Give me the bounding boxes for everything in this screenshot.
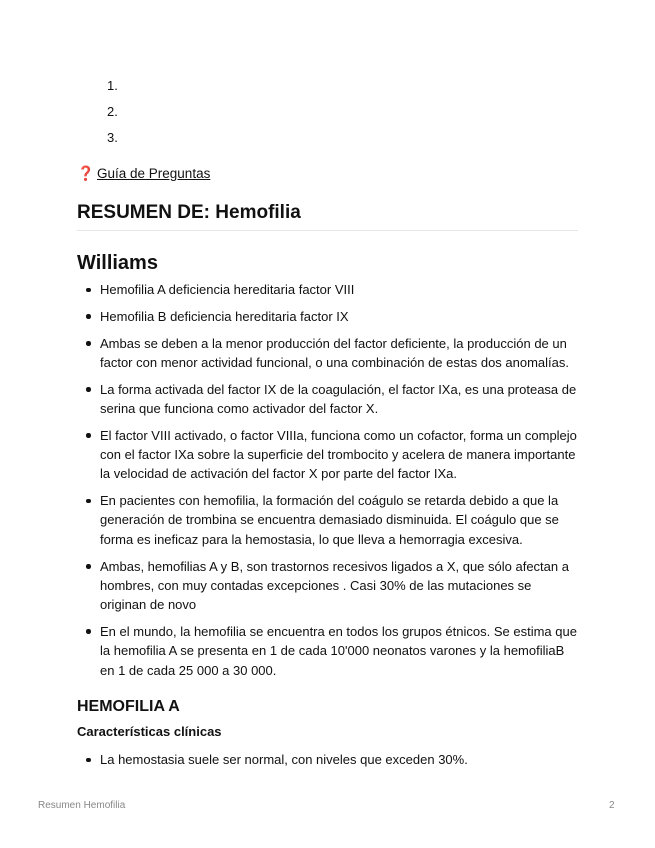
empty-ordered-list: [107, 78, 118, 156]
list-item: En el mundo, la hemofilia se encuentra en todos los grupos étnicos. Se estima que la hemofilia A se presenta en 1 de cada 10'000 neonatos varones y la hemofiliaB en 1 de cada 25 000 a 30 000.: [77, 622, 578, 680]
hemofilia-a-bullet-list: [77, 750, 578, 777]
guide-link-label[interactable]: Guía de Preguntas: [97, 166, 211, 181]
list-item: El factor VIII activado, o factor VIIIa, funciona como un cofactor, forma un complejo con el factor IXa sobre la superficie del trombocito y acelera de manera importante la velocidad de activación del factor X por parte del factor IXa.: [77, 426, 578, 484]
section-heading-williams: Williams: [77, 252, 158, 274]
list-item: La hemostasia suele ser normal, con niveles que exceden 30%.: [77, 750, 578, 769]
list-item: La forma activada del factor IX de la coagulación, el factor IXa, es una proteasa de serina que funciona como activador del factor X.: [77, 380, 578, 419]
list-number: 2.: [107, 104, 118, 119]
section-heading-hemofilia-a: HEMOFILIA A: [77, 698, 180, 715]
guide-link[interactable]: [77, 164, 210, 183]
subheading-caracteristicas: Características clínicas: [77, 724, 222, 739]
page-title: RESUMEN DE: Hemofilia: [77, 201, 578, 231]
list-number: 1.: [107, 78, 118, 93]
list-item: Hemofilia B deficiencia hereditaria factor IX: [77, 307, 578, 326]
williams-bullet-list: [77, 280, 578, 687]
page-number: 2: [609, 800, 615, 811]
list-number: 3.: [107, 130, 118, 145]
list-item: Hemofilia A deficiencia hereditaria factor VIII: [77, 280, 578, 299]
question-icon: ❓: [77, 165, 95, 181]
list-item: Ambas se deben a la menor producción del factor deficiente, la producción de un factor con menor actividad funcional, o una combinación de estas dos anomalías.: [77, 334, 578, 373]
list-item: En pacientes con hemofilia, la formación del coágulo se retarda debido a que la generación de trombina se encuentra demasiado disminuida. El coágulo que se forma es ineficaz para la hemostasia, lo que lleva a hemorragia excesiva.: [77, 491, 578, 549]
list-item: Ambas, hemofilias A y B, son trastornos recesivos ligados a X, que sólo afectan a hombres, con muy contadas excepciones . Casi 30% de las mutaciones se originan de novo: [77, 557, 578, 615]
footer-title: Resumen Hemofilia: [38, 800, 126, 811]
